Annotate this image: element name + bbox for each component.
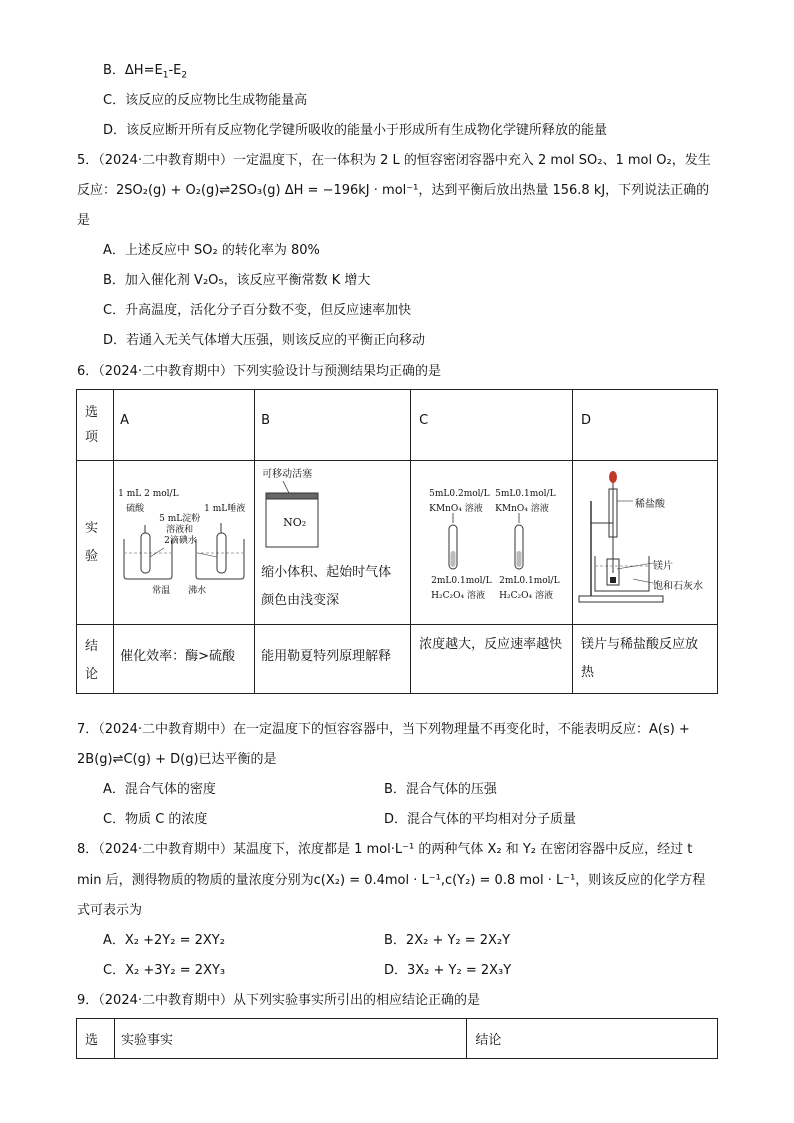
q5-stem-line2: 反应：2SO₂(g) + O₂(g)⇌2SO₃(g) ΔH = −196kJ · mol⁻¹，达到平衡后放出热量 156.8 kJ，下列说法正确的 [77, 183, 710, 198]
q9-col-fact: 实验事实 [114, 1019, 466, 1059]
q6-col-a: A [114, 390, 255, 461]
q5-option-a: A．上述反应中 SO₂ 的转化率为 80% [103, 243, 320, 258]
q6-exp-a-cell [114, 461, 255, 625]
q6-col-d: D [572, 390, 717, 461]
exp-c-bottom-left-1: 2mL0.1mol/L [431, 576, 492, 586]
exp-a-label-boiling: 沸水 [188, 586, 207, 596]
q8-stem-line3: 式可表示为 [77, 903, 143, 918]
exp-a-label-sulfuric: 1 mL 2 mol/L [118, 489, 179, 499]
exp-c-top-left-2: KMnO₄ 溶液 [429, 504, 483, 514]
exp-c-bottom-right-1: 2mL0.1mol/L [499, 576, 560, 586]
q6-row-label-options: 选项 [77, 390, 114, 461]
q6-conclusion-c: 浓度越大，反应速率越快 [411, 625, 573, 694]
q7-option-b: B．混合气体的压强 [384, 782, 497, 797]
q6-exp-d-diagram [573, 461, 717, 623]
q8-option-b: B．2X₂ + Y₂ = 2X₂Y [384, 933, 511, 948]
q5-option-c: C．升高温度，活化分子百分数不变，但反应速率加快 [103, 303, 412, 318]
exp-a-label-iodine: 2滴碘水 [164, 536, 197, 546]
exp-c-bottom-left-2: H₂C₂O₄ 溶液 [431, 591, 485, 601]
exp-a-label-starch-2: 溶液和 [166, 525, 194, 535]
q4-option-c: C．该反应的反应物比生成物能量高 [103, 93, 308, 108]
q8-stem-line1: 8．（2024·二中教育期中）某温度下，浓度都是 1 mol·L⁻¹ 的两种气体 X₂ 和 Y₂ 在密闭容器中反应，经过 t [77, 842, 693, 857]
q6-exp-b-cell [255, 461, 411, 625]
q9-col-conclusion: 结论 [467, 1019, 718, 1059]
q7-stem-line1: 7．（2024·二中教育期中）在一定温度下的恒容容器中，当下列物理量不再变化时，不能表明反应：A(s) + [77, 722, 690, 737]
exp-c-top-right-1: 5mL0.1mol/L [495, 489, 556, 499]
q9-table [76, 1018, 718, 1059]
q7-option-a: A．混合气体的密度 [103, 782, 216, 797]
q6-exp-c-cell [411, 461, 573, 625]
exp-b-label-no2: NO₂ [283, 516, 307, 529]
exp-a-label-sulfuric-2: 硫酸 [126, 504, 145, 514]
q5-option-d: D．若通入无关气体增大压强，则该反应的平衡正向移动 [103, 333, 426, 348]
q5-option-b: B．加入催化剂 V₂O₅，该反应平衡常数 K 增大 [103, 273, 371, 288]
q6-col-c: C [411, 390, 573, 461]
q4-option-d: D．该反应断开所有反应物化学键所吸收的能量小于形成所有生成物化学键所释放的能量 [103, 123, 608, 138]
q6-conclusion-d: 镁片与稀盐酸反应放热 [572, 625, 717, 694]
exp-b-label-piston: 可移动活塞 [262, 469, 313, 480]
q6-conclusion-a: 催化效率：酶>硫酸 [114, 625, 255, 694]
exp-a-label-starch: 5 mL淀粉 [159, 514, 201, 524]
exp-b-text: 缩小体积、起始时气体颜色由浅变深 [261, 565, 392, 608]
q6-exp-b-diagram [265, 479, 335, 549]
q4-option-b: B．$\Delta H=E_1-E_2$ [103, 63, 188, 81]
exp-c-bottom-right-2: H₂C₂O₄ 溶液 [499, 591, 553, 601]
q6-row-label-experiment: 实验 [77, 461, 114, 625]
q8-option-a: A．X₂ +2Y₂ = 2XY₂ [103, 933, 225, 948]
q5-stem-line3: 是 [77, 213, 91, 228]
q8-option-d: D．3X₂ + Y₂ = 2X₃Y [384, 963, 512, 978]
exp-a-label-saliva: 1 mL唾液 [204, 504, 246, 514]
exp-d-label-acid: 稀盐酸 [634, 499, 665, 510]
q9-col-option: 选 [77, 1019, 115, 1059]
q7-option-d: D．混合气体的平均相对分子质量 [384, 812, 577, 827]
q6-stem: 6．（2024·二中教育期中）下列实验设计与预测结果均正确的是 [77, 364, 441, 379]
exp-d-label-lime: 饱和石灰水 [652, 581, 703, 592]
exp-a-label-room-temp: 常温 [152, 586, 171, 596]
q6-conclusion-b: 能用勒夏特列原理解释 [255, 625, 411, 694]
q5-stem-line1: 5．（2024·二中教育期中）一定温度下，在一体积为 2 L 的恒容密闭容器中充入 2 mol SO₂、1 mol O₂，发生 [77, 153, 711, 168]
exp-c-top-right-2: KMnO₄ 溶液 [495, 504, 549, 514]
q6-table [76, 389, 718, 694]
q8-stem-line2: min 后，测得物质的物质的量浓度分别为c(X₂) = 0.4mol · L⁻¹,c(Y₂) = 0.8 mol · L⁻¹，则该反应的化学方程 [77, 873, 706, 888]
q8-option-c: C．X₂ +3Y₂ = 2XY₃ [103, 963, 226, 978]
q6-row-label-conclusion: 结论 [77, 625, 114, 694]
exp-c-top-left-1: 5mL0.2mol/L [429, 489, 490, 499]
q9-stem: 9．（2024·二中教育期中）从下列实验事实所引出的相应结论正确的是 [77, 993, 480, 1008]
q6-col-b: B [255, 390, 411, 461]
q7-stem-line2: 2B(g)⇌C(g) + D(g)已达平衡的是 [77, 752, 277, 767]
q6-exp-d-cell [572, 461, 717, 625]
q7-option-c: C．物质 C 的浓度 [103, 812, 208, 827]
exp-d-label-mg: 镁片 [652, 561, 673, 572]
